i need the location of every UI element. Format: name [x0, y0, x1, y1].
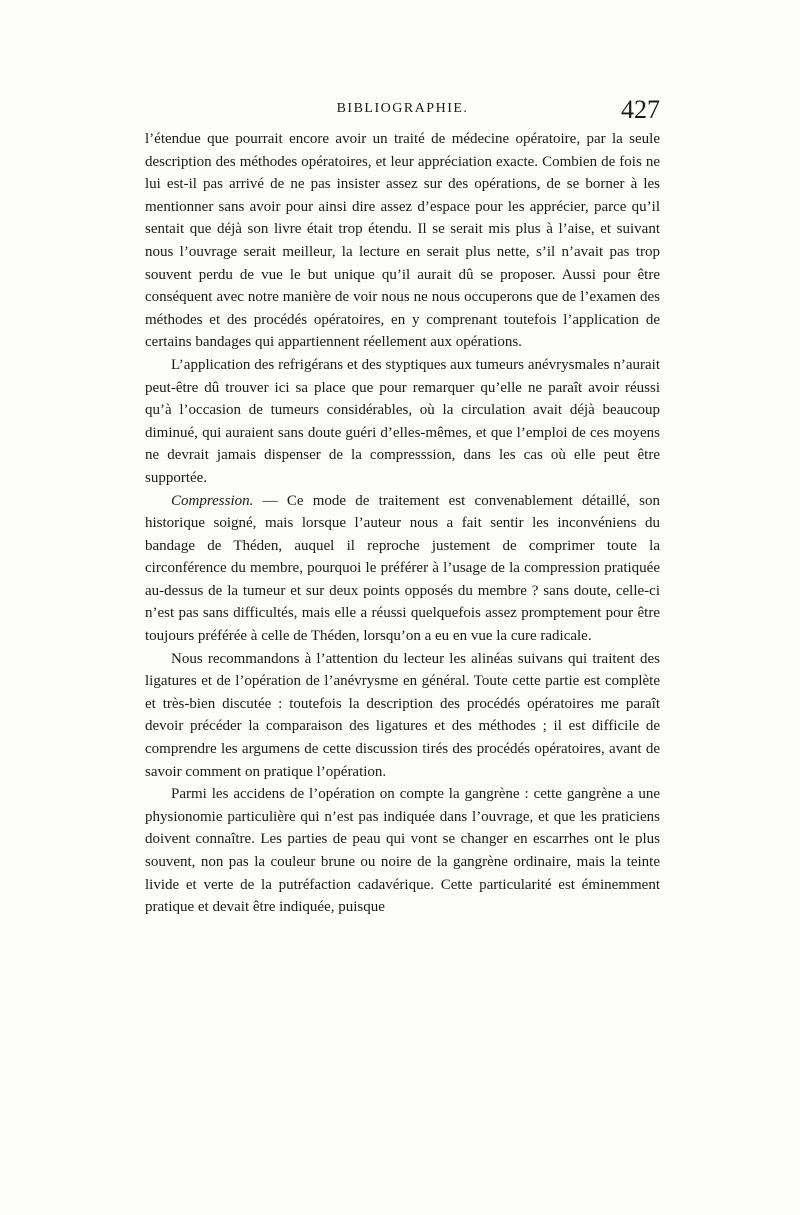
paragraph-refrigerants: L’application des refrigérans et des styptiques aux tumeurs anévrysmales n’aurait peut-être dû trouver ici sa place que pour remarquer qu’elle ne paraît avoir réussi qu’à l’occasion de tumeurs considérables, où la circulation avait déjà beaucoup diminué, qui auraient sans doute guéri d’elles-mêmes, et que l’emploi de ces moyens ne devrait jamais dispenser de la compresssion, dans les cas où elle peut être supportée. [145, 356, 660, 486]
paragraph-compression [145, 490, 660, 648]
body-text [145, 128, 660, 919]
running-title: BIBLIOGRAPHIE. [336, 101, 469, 116]
paragraph-ligatures: Nous recommandons à l’attention du lecteur les alinéas suivans qui traitent des ligatures et de l’opération de l’anévrysme en général. Toute cette partie est complète et très-bien discutée : toutefois la description des procédés opératoires me paraît devoir précéder la comparaison des ligatures et des méthodes ; il est difficile de comprendre les argumens de cette discussion tirés des procédés opératoires, avant de savoir comment on pratique l’opération. [145, 650, 660, 780]
paragraph-compression-text: — Ce mode de traitement est convenablement détaillé, son historique soigné, mais lorsque l’auteur nous a fait sentir les inconvéniens du bandage de Théden, auquel il reproche justement de comprimer toute la circonférence du membre, pourquoi le préférer à l’usage de la compression pratiquée au-dessus de la tumeur et sur deux points opposés du membre ? sans doute, celle-ci n’est pas sans difficultés, mais elle a réussi quelquefois assez promptement pour être toujours préférée à celle de Théden, lorsqu’on a eu en vue la cure radicale. [145, 492, 660, 645]
paragraph-gangrene: Parmi les accidens de l’opération on compte la gangrène : cette gangrène a une physionomie particulière qui n’est pas indiquée dans l’ouvrage, et que les praticiens doivent connaître. Les parties de peau qui vont se changer en escarrhes ont le plus souvent, non pas la couleur brune ou noire de la gangrène ordinaire, mais la teinte livide et verte de la putréfaction cadavérique. Cette particularité est éminemment pratique et devait être indiquée, puisque [145, 786, 660, 916]
paragraph-continued: l’étendue que pourrait encore avoir un traité de médecine opératoire, par la seule description des méthodes opératoires, et leur appréciation exacte. Combien de fois ne lui est-il pas arrivé de ne pas insister assez sur des opérations, de se borner à les mentionner sans avoir pour ainsi dire assez d’espace pour les apprécier, parce qu’il sentait que déjà son livre était trop étendu. Il se serait mis plus à l’aise, et suivant nous l’ouvrage serait meilleur, la lecture en serait plus nette, s’il n’avait pas trop souvent perdu de vue le but unique qu’il aurait dû se proposer. Aussi pour être conséquent avec notre manière de voir nous ne nous occuperons que de l’examen des méthodes et des procédés opératoires, en y comprenant toutefois l’application de certains bandages qui appartiennent réellement aux opérations. [145, 131, 660, 351]
section-lead-compression: Compression. [171, 492, 254, 509]
page-number: 427 [621, 95, 660, 124]
